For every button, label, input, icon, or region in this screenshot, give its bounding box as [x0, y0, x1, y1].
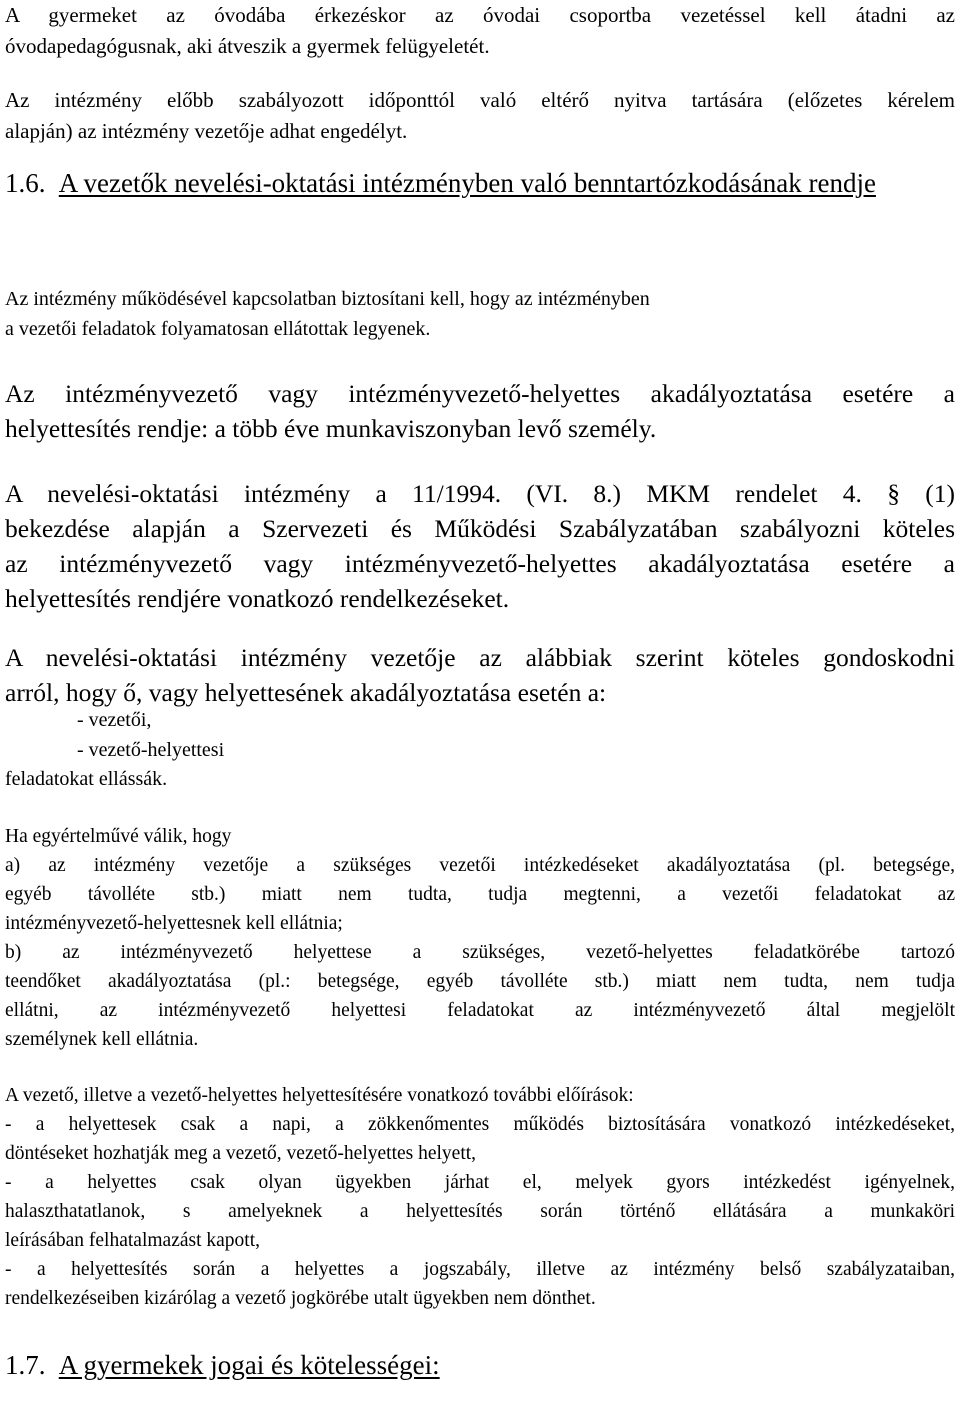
text-line: a vezetői feladatok folyamatosan ellátottak legyenek.: [5, 317, 431, 340]
section-heading-1-6: [5, 167, 955, 200]
text-line: ellátni, az intézményvezető helyettesi feladatokat az intézményvezető által megjelölt: [5, 1000, 955, 1021]
heading-number: 1.6.: [5, 168, 46, 198]
text-line: bekezdése alapján a Szervezeti és Működési Szabályzatában szabályozni köteles: [5, 514, 955, 543]
text-line: döntéseket hozhatják meg a vezető, vezető-helyettes helyett,: [5, 1143, 477, 1164]
text-line: halaszthatatlanok, s amelyeknek a helyettesítés során történő ellátására a munkaköri: [5, 1201, 955, 1222]
text-line: A gyermeket az óvodába érkezéskor az óvodai csoportba vezetéssel kell átadni az: [5, 3, 955, 27]
text-line: helyettesítés rendje: a több éve munkaviszonyban levő személy.: [5, 414, 657, 443]
text-line: személynek kell ellátnia.: [5, 1029, 199, 1050]
heading-title: A gyermekek jogai és kötelességei:: [58, 1350, 440, 1380]
text-line: b) az intézményvezető helyettese a szükséges, vezető-helyettes feladatkörébe tartozó: [5, 942, 955, 963]
text-line: Az intézmény előbb szabályozott időponttól való eltérő nyitva tartására (előzetes kérelem: [5, 88, 955, 112]
text-line: A vezető, illetve a vezető-helyettes helyettesítésére vonatkozó további előírások:: [5, 1085, 634, 1106]
paragraph-regulation: [5, 476, 955, 616]
text-line: - a helyettesítés során a helyettes a jogszabály, illetve az intézmény belső szabályzataiban,: [5, 1259, 955, 1280]
paragraph-handover: [5, 0, 955, 62]
paragraph-substitution-order: [5, 376, 955, 446]
text-line: - a helyettesek csak a napi, a zökkenőmentes működés biztosítására vonatkozó intézkedéseket,: [5, 1114, 955, 1135]
text-line: A nevelési-oktatási intézmény a 11/1994. (VI. 8.) MKM rendelet 4. § (1): [5, 479, 955, 508]
heading-number: 1.7.: [5, 1350, 46, 1380]
paragraph-leader-duties: [5, 640, 955, 710]
list-item: - vezetői,: [77, 709, 152, 731]
text-line: intézményvezető-helyettesnek kell ellátnia;: [5, 913, 343, 934]
text-line: leírásában felhatalmazást kapott,: [5, 1230, 261, 1251]
list-item: - vezető-helyettesi: [77, 738, 225, 761]
text-line: arról, hogy ő, vagy helyettesének akadályoztatása esetén a:: [5, 678, 607, 707]
section-heading-1-7: [5, 1349, 955, 1382]
text-line: Az intézményvezető vagy intézményvezető-helyettes akadályoztatása esetére a: [5, 379, 955, 408]
text-line: a) az intézmény vezetője a szükséges vezetői intézkedéseket akadályoztatása (pl. betegsége,: [5, 855, 955, 876]
paragraph-opening-hours: [5, 85, 955, 147]
text-line: teendőket akadályoztatása (pl.: betegsége, egyéb távolléte stb.) miatt nem tudta, nem tudja: [5, 971, 955, 992]
text-line: alapján) az intézmény vezetője adhat engedélyt.: [5, 119, 408, 143]
text-line: A nevelési-oktatási intézmény vezetője az alábbiak szerint köteles gondoskodni: [5, 643, 955, 672]
text-line: óvodapedagógusnak, aki átveszik a gyermek felügyeletét.: [5, 34, 490, 58]
paragraph-continuity: [5, 285, 955, 344]
text-line: helyettesítés rendjére vonatkozó rendelkezéseket.: [5, 584, 510, 613]
heading-title: A vezetők nevelési-oktatási intézményben való benntartózkodásának rendje: [58, 168, 876, 198]
text-line: - a helyettes csak olyan ügyekben járhat el, melyek gyors intézkedést igényelnek,: [5, 1172, 955, 1193]
text-line: rendelkezéseiben kizárólag a vezető jogkörébe utalt ügyekben nem dönthet.: [5, 1288, 596, 1309]
paragraph-if-clear: [5, 822, 955, 1054]
text-line: Az intézmény működésével kapcsolatban biztosítani kell, hogy az intézményben: [5, 288, 650, 310]
text-line: egyéb távolléte stb.) miatt nem tudta, tudja megtenni, a vezetői feladatokat az: [5, 884, 955, 905]
text-line: az intézményvezető vagy intézményvezető-helyettes akadályoztatása esetére a: [5, 549, 955, 578]
text-line: feladatokat ellássák.: [5, 768, 168, 790]
paragraph-further-rules: [5, 1081, 955, 1313]
text-line: Ha egyértelművé válik, hogy: [5, 826, 232, 847]
duty-list: [5, 706, 955, 795]
